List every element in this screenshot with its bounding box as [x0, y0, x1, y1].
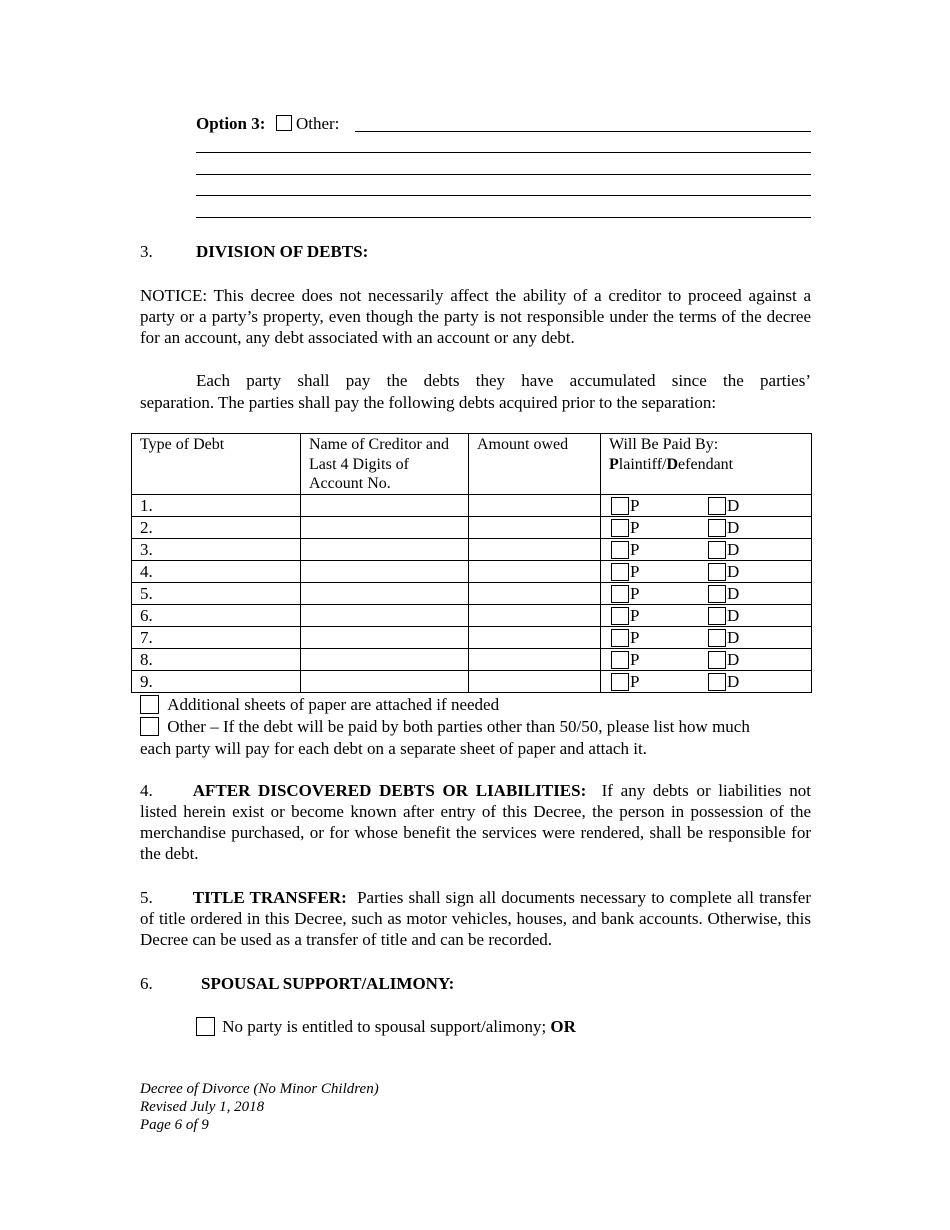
defendant-checkbox[interactable]: [708, 673, 726, 691]
other-split-label-2: each party will pay for each debt on a separate sheet of paper and attach it.: [140, 739, 647, 758]
debt-row: [132, 494, 812, 516]
defendant-checkbox[interactable]: [708, 585, 726, 603]
plaintiff-checkbox[interactable]: [611, 497, 629, 515]
amount-owed-cell[interactable]: [469, 648, 601, 670]
debt-row: [132, 648, 812, 670]
plaintiff-checkbox[interactable]: [611, 651, 629, 669]
header-amount-owed: Amount owed: [469, 434, 601, 495]
creditor-cell[interactable]: [301, 626, 469, 648]
header-type-of-debt: Type of Debt: [132, 434, 301, 495]
debt-row-number[interactable]: 5.: [132, 582, 301, 604]
section-5-paragraph: 5. TITLE TRANSFER: Parties shall sign all documents necessary to complete all transfer of title ordered in this Decree, such as motor vehicles, houses, and bank accounts. Otherwise, this Decree can be used as a transfer of title and can be recorded.: [140, 888, 812, 949]
debts-table: [131, 433, 812, 693]
debt-row-number[interactable]: 6.: [132, 604, 301, 626]
paid-by-cell: [601, 494, 812, 516]
header-paid-by-title: Will Be Paid By:: [609, 436, 719, 453]
paid-by-cell: [601, 670, 812, 692]
plaintiff-label: P: [630, 517, 640, 537]
additional-sheets-label: Additional sheets of paper are attached if needed: [167, 695, 500, 714]
other-split-checkbox[interactable]: [140, 717, 159, 736]
defendant-label: D: [727, 605, 740, 625]
debts-table-header-row: [132, 434, 812, 495]
defendant-label: D: [727, 517, 740, 537]
option-3-other-label: Other:: [295, 114, 340, 133]
plaintiff-label: P: [630, 649, 640, 669]
plaintiff-checkbox[interactable]: [611, 607, 629, 625]
section-4-title: AFTER DISCOVERED DEBTS OR LIABILITIES:: [192, 781, 587, 800]
amount-owed-cell[interactable]: [469, 538, 601, 560]
footer: [140, 1080, 379, 1134]
defendant-checkbox[interactable]: [708, 519, 726, 537]
defendant-checkbox[interactable]: [708, 541, 726, 559]
amount-owed-cell[interactable]: [469, 560, 601, 582]
section-3-title: DIVISION OF DEBTS:: [196, 242, 369, 261]
paid-by-cell: [601, 604, 812, 626]
option-3-line-4[interactable]: [196, 195, 811, 196]
section-6-title: SPOUSAL SUPPORT/ALIMONY:: [201, 974, 455, 993]
other-split-label-1: Other – If the debt will be paid by both parties other than 50/50, please list how much: [167, 717, 750, 736]
option-3-label: Option 3:: [196, 114, 266, 133]
defendant-label: D: [727, 649, 740, 669]
plaintiff-label: P: [630, 605, 640, 625]
paid-by-cell: [601, 516, 812, 538]
creditor-cell[interactable]: [301, 494, 469, 516]
debt-row: [132, 582, 812, 604]
debt-row: [132, 670, 812, 692]
defendant-checkbox[interactable]: [708, 651, 726, 669]
section-3-number: 3.: [140, 242, 153, 261]
defendant-label: D: [727, 583, 740, 603]
section-3-notice: NOTICE: This decree does not necessarily affect the ability of a creditor to proceed against a party or a party’s property, even though the party is not responsible under the terms of the decree for an account, any debt associated with an account or any debt.: [140, 286, 811, 347]
other-split-row-1: [140, 716, 820, 737]
debt-row-number[interactable]: 7.: [132, 626, 301, 648]
debt-row: [132, 604, 812, 626]
debt-row: [132, 560, 812, 582]
amount-owed-cell[interactable]: [469, 516, 601, 538]
header-creditor: Name of Creditor and Last 4 Digits of Account No.: [301, 434, 469, 495]
debt-row-number[interactable]: 3.: [132, 538, 301, 560]
footer-revised-date: Revised July 1, 2018: [140, 1099, 265, 1115]
amount-owed-cell[interactable]: [469, 626, 601, 648]
debt-row-number[interactable]: 9.: [132, 670, 301, 692]
debt-row-number[interactable]: 1.: [132, 494, 301, 516]
section-3-intro-line-2: separation. The parties shall pay the following debts acquired prior to the separation:: [140, 393, 717, 412]
defendant-label: D: [727, 671, 740, 691]
defendant-checkbox[interactable]: [708, 607, 726, 625]
creditor-cell[interactable]: [301, 604, 469, 626]
option-3-checkbox[interactable]: [276, 115, 292, 131]
spousal-support-option-row: [196, 1016, 816, 1037]
paid-by-cell: [601, 648, 812, 670]
creditor-cell[interactable]: [301, 648, 469, 670]
option-3-line-2[interactable]: [196, 152, 811, 153]
section-3-intro-line-1: Each party shall pay the debts they have accumulated since the parties’: [196, 371, 811, 390]
debt-row-number[interactable]: 4.: [132, 560, 301, 582]
section-4-number: 4.: [140, 781, 153, 800]
defendant-checkbox[interactable]: [708, 629, 726, 647]
plaintiff-label: P: [630, 495, 640, 515]
debt-row-number[interactable]: 8.: [132, 648, 301, 670]
debt-row: [132, 538, 812, 560]
defendant-label: D: [727, 561, 740, 581]
amount-owed-cell[interactable]: [469, 494, 601, 516]
creditor-cell[interactable]: [301, 670, 469, 692]
additional-sheets-row: [140, 694, 820, 715]
header-paid-by-options: Plaintiff/Defendant: [609, 455, 734, 473]
plaintiff-checkbox[interactable]: [611, 563, 629, 581]
plaintiff-checkbox[interactable]: [611, 541, 629, 559]
plaintiff-label: P: [630, 627, 640, 647]
section-4-paragraph: 4. AFTER DISCOVERED DEBTS OR LIABILITIES: If any debts or liabilities not listed herein exist or become known after entry of this Decree, the person in possession of the merchandise purchased, or for whose benefit the services were rendered, shall be responsible for the debt.: [140, 781, 811, 863]
defendant-label: D: [727, 539, 740, 559]
option-3-other-field[interactable]: [355, 131, 811, 132]
debt-row-number[interactable]: 2.: [132, 516, 301, 538]
option-3-line-3[interactable]: [196, 174, 811, 175]
amount-owed-cell[interactable]: [469, 670, 601, 692]
amount-owed-cell[interactable]: [469, 604, 601, 626]
plaintiff-checkbox[interactable]: [611, 519, 629, 537]
plaintiff-checkbox[interactable]: [611, 585, 629, 603]
paid-by-cell: [601, 538, 812, 560]
debt-row: [132, 626, 812, 648]
creditor-cell[interactable]: [301, 516, 469, 538]
plaintiff-checkbox[interactable]: [611, 629, 629, 647]
plaintiff-label: P: [630, 583, 640, 603]
defendant-label: D: [727, 495, 740, 515]
plaintiff-label: P: [630, 539, 640, 559]
paid-by-cell: [601, 582, 812, 604]
no-spousal-support-checkbox[interactable]: [196, 1017, 215, 1036]
paid-by-cell: [601, 560, 812, 582]
footer-page-number: Page 6 of 9: [140, 1117, 209, 1133]
additional-sheets-checkbox[interactable]: [140, 695, 159, 714]
defendant-label: D: [727, 627, 740, 647]
section-5-number: 5.: [140, 888, 153, 907]
defendant-checkbox[interactable]: [708, 563, 726, 581]
option-3-line-5[interactable]: [196, 217, 811, 218]
plaintiff-label: P: [630, 671, 640, 691]
no-spousal-support-label: No party is entitled to spousal support/alimony;: [222, 1017, 547, 1036]
creditor-cell[interactable]: [301, 538, 469, 560]
section-6-number: 6.: [140, 974, 153, 993]
or-label: OR: [550, 1017, 576, 1036]
debt-row: [132, 516, 812, 538]
plaintiff-checkbox[interactable]: [611, 673, 629, 691]
header-paid-by: [601, 434, 812, 495]
creditor-cell[interactable]: [301, 582, 469, 604]
creditor-cell[interactable]: [301, 560, 469, 582]
defendant-checkbox[interactable]: [708, 497, 726, 515]
section-5-title: TITLE TRANSFER:: [192, 888, 347, 907]
footer-form-title: Decree of Divorce (No Minor Children): [140, 1081, 379, 1097]
amount-owed-cell[interactable]: [469, 582, 601, 604]
paid-by-cell: [601, 626, 812, 648]
plaintiff-label: P: [630, 561, 640, 581]
